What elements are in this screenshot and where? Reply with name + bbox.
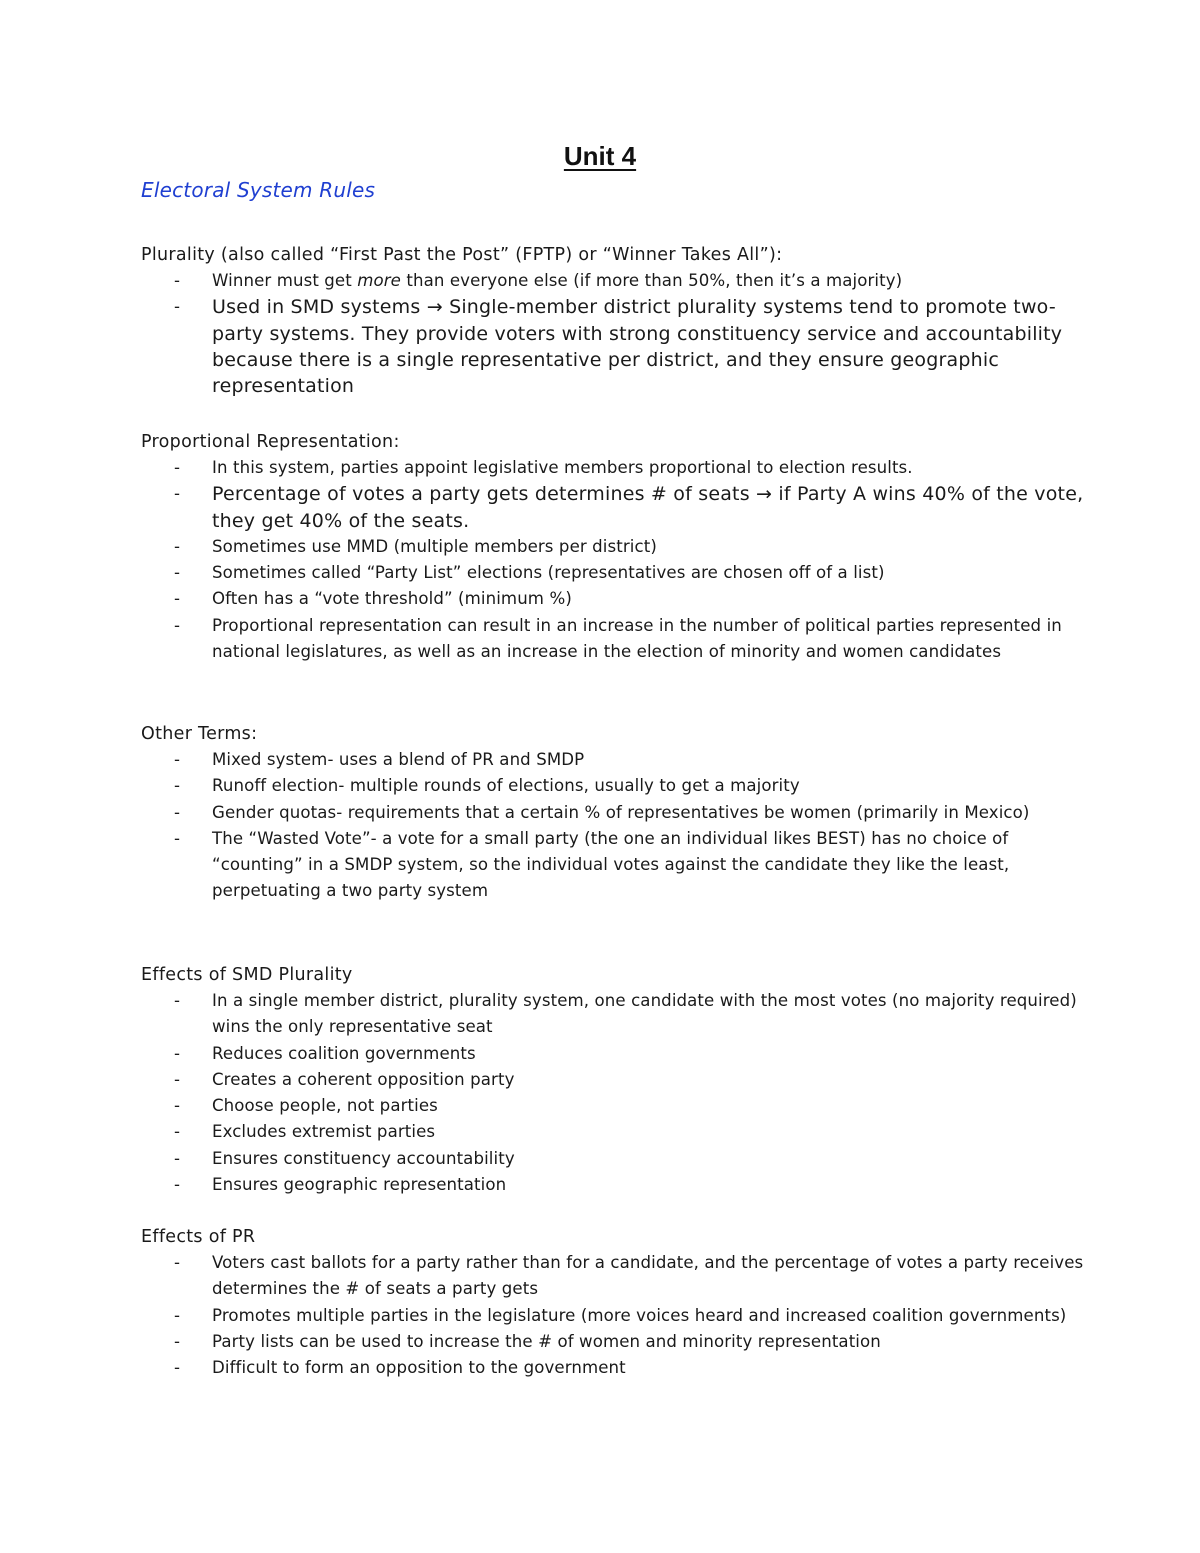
bullet-list [141,455,1101,665]
emphasis-text: more [357,271,401,290]
list-item: - Ensures constituency accountability [141,1146,1101,1172]
list-item: - Percentage of votes a party gets determines # of seats → if Party A wins 40% of the vote, they get 40% of the seats. [141,481,1101,534]
section-heading: Other Terms: [141,724,258,744]
list-item: - Voters cast ballots for a party rather than for a candidate, and the percentage of votes a party receives determines the # of seats a party gets [141,1250,1101,1303]
list-item: - In a single member district, plurality system, one candidate with the most votes (no majority required) wins the only representative seat [141,988,1101,1041]
list-item: - Runoff election- multiple rounds of elections, usually to get a majority [141,773,1101,799]
list-item: - Mixed system- uses a blend of PR and SMDP [141,747,1101,773]
list-item: - Used in SMD systems → Single-member district plurality systems tend to promote two-party systems. They provide voters with strong constituency service and accountability because there is a single representative per district, and they ensure geographic representation [141,294,1101,399]
page-subtitle: Electoral System Rules [141,178,376,202]
list-item: - Gender quotas- requirements that a certain % of representatives be women (primarily in Mexico) [141,800,1101,826]
section-heading: Proportional Representation: [141,432,400,452]
section-other-terms [141,721,1101,905]
section-smd-effects [141,962,1101,1198]
section-heading: Effects of SMD Plurality [141,965,353,985]
list-item: - Promotes multiple parties in the legislature (more voices heard and increased coalition governments) [141,1303,1101,1329]
section-plurality [141,242,1101,399]
list-item: - Proportional representation can result in an increase in the number of political parties represented in national legislatures, as well as an increase in the election of minority and women candidates [141,613,1101,666]
section-proportional [141,429,1101,665]
list-item: - Creates a coherent opposition party [141,1067,1101,1093]
list-item: - Ensures geographic representation [141,1172,1101,1198]
bullet-list [141,988,1101,1198]
list-item: - Difficult to form an opposition to the government [141,1355,1101,1381]
bullet-list [141,268,1101,399]
list-item: - The “Wasted Vote”- a vote for a small party (the one an individual likes BEST) has no choice of “counting” in a SMDP system, so the individual votes against the candidate they like the least, perpetuating a two party system [141,826,1101,905]
list-item: - In this system, parties appoint legislative members proportional to election results. [141,455,1101,481]
section-pr-effects [141,1224,1101,1381]
section-heading: Effects of PR [141,1227,256,1247]
section-heading: Plurality (also called “First Past the Post” (FPTP) or “Winner Takes All”): [141,245,783,265]
item-text: than everyone else (if more than 50%, then it’s a majority) [400,271,903,290]
list-item: - Excludes extremist parties [141,1119,1101,1145]
bullet-list [141,747,1101,905]
list-item: - Often has a “vote threshold” (minimum %) [141,586,1101,612]
item-text: Winner must get [212,271,358,290]
page-title: Unit 4 [563,141,637,171]
list-item: - Choose people, not parties [141,1093,1101,1119]
list-item: - Sometimes called “Party List” elections (representatives are chosen off of a list) [141,560,1101,586]
list-item: - Party lists can be used to increase the # of women and minority representation [141,1329,1101,1355]
bullet-list [141,1250,1101,1381]
list-item [141,268,1101,294]
list-item: - Sometimes use MMD (multiple members per district) [141,534,1101,560]
list-item: - Reduces coalition governments [141,1041,1101,1067]
